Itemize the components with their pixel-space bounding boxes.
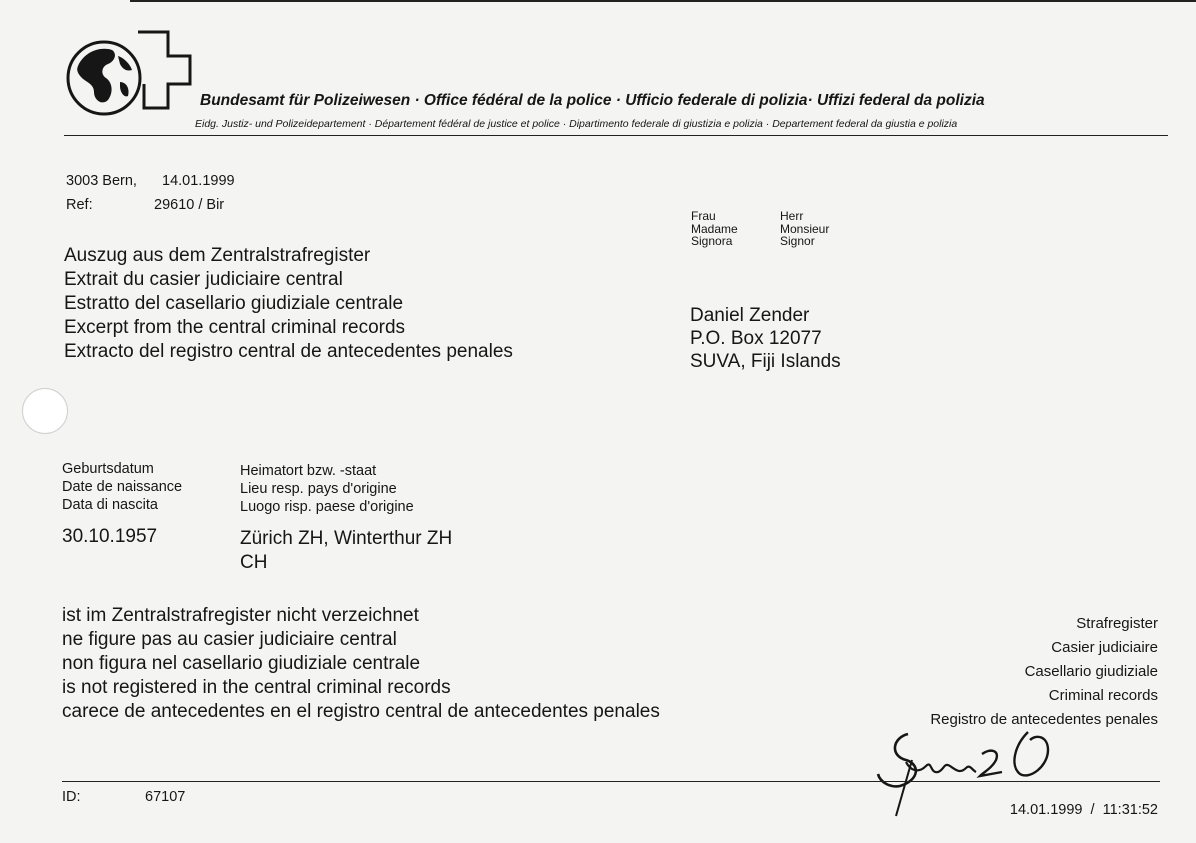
registry-line: Strafregister	[1076, 615, 1158, 632]
document-title	[64, 244, 513, 364]
registry-line: Registro de antecedentes penales	[930, 711, 1158, 728]
registry-line: Criminal records	[1048, 687, 1158, 704]
header-divider	[64, 135, 1168, 136]
recipient-box: P.O. Box 12077	[690, 328, 822, 349]
swiss-globe-cross-icon	[64, 26, 192, 122]
title-line: Extracto del registro central de antecedentes penales	[64, 341, 513, 362]
title-line: Excerpt from the central criminal records	[64, 317, 406, 338]
registry-line: Casellario giudiziale	[1024, 663, 1158, 680]
origin-value: Zürich ZH, Winterthur ZH CH	[240, 528, 453, 573]
salutation-female: Frau Madame Signora	[691, 209, 738, 248]
birth-date-value: 30.10.1957	[62, 526, 158, 547]
birth-labels: Geburtsdatum Date de naissance Data di nascita	[62, 461, 183, 513]
statement-line: is not registered in the central criminal records	[62, 677, 451, 698]
title-line: Estratto del casellario giudiziale centrale	[64, 293, 404, 314]
punch-hole	[22, 388, 68, 434]
issue-date: 14.01.1999	[162, 173, 235, 189]
statement	[62, 604, 660, 724]
footer-divider	[62, 781, 1160, 782]
recipient-name: Daniel Zender	[690, 305, 810, 326]
id-value: 67107	[145, 789, 186, 805]
place: 3003 Bern,	[66, 173, 137, 189]
timestamp: 14.01.1999 / 11:31:52	[1009, 802, 1158, 818]
ref-value: 29610 / Bir	[154, 197, 225, 213]
title-line: Auszug aus dem Zentralstrafregister	[64, 245, 371, 266]
origin-labels: Heimatort bzw. -staat Lieu resp. pays d'origine Luogo risp. paese d'origine	[240, 463, 414, 515]
statement-line: non figura nel casellario giudiziale centrale	[62, 653, 421, 674]
top-edge-line	[130, 0, 1196, 2]
ref-label: Ref:	[66, 197, 93, 213]
salutation-male: Herr Monsieur Signor	[780, 209, 830, 248]
recipient-address	[690, 304, 841, 373]
statement-line: carece de antecedentes en el registro central de antecedentes penales	[62, 701, 660, 722]
id-label: ID:	[62, 789, 81, 805]
registry-line: Casier judiciaire	[1051, 639, 1158, 656]
office-title: Bundesamt für Polizeiwesen · Office fédéral de la police · Ufficio federale di polizia· Uffizi federal da polizia	[200, 92, 985, 109]
department-line: Eidg. Justiz- und Polizeidepartement · Département fédéral de justice et police · Dipartimento federale di giustizia e polizia · Departement federal da giustia e polizia	[195, 118, 958, 130]
recipient-city: SUVA, Fiji Islands	[690, 351, 841, 372]
title-line: Extrait du casier judiciaire central	[64, 269, 343, 290]
registry-block	[930, 612, 1158, 732]
statement-line: ist im Zentralstrafregister nicht verzeichnet	[62, 605, 419, 626]
statement-line: ne figure pas au casier judiciaire central	[62, 629, 397, 650]
